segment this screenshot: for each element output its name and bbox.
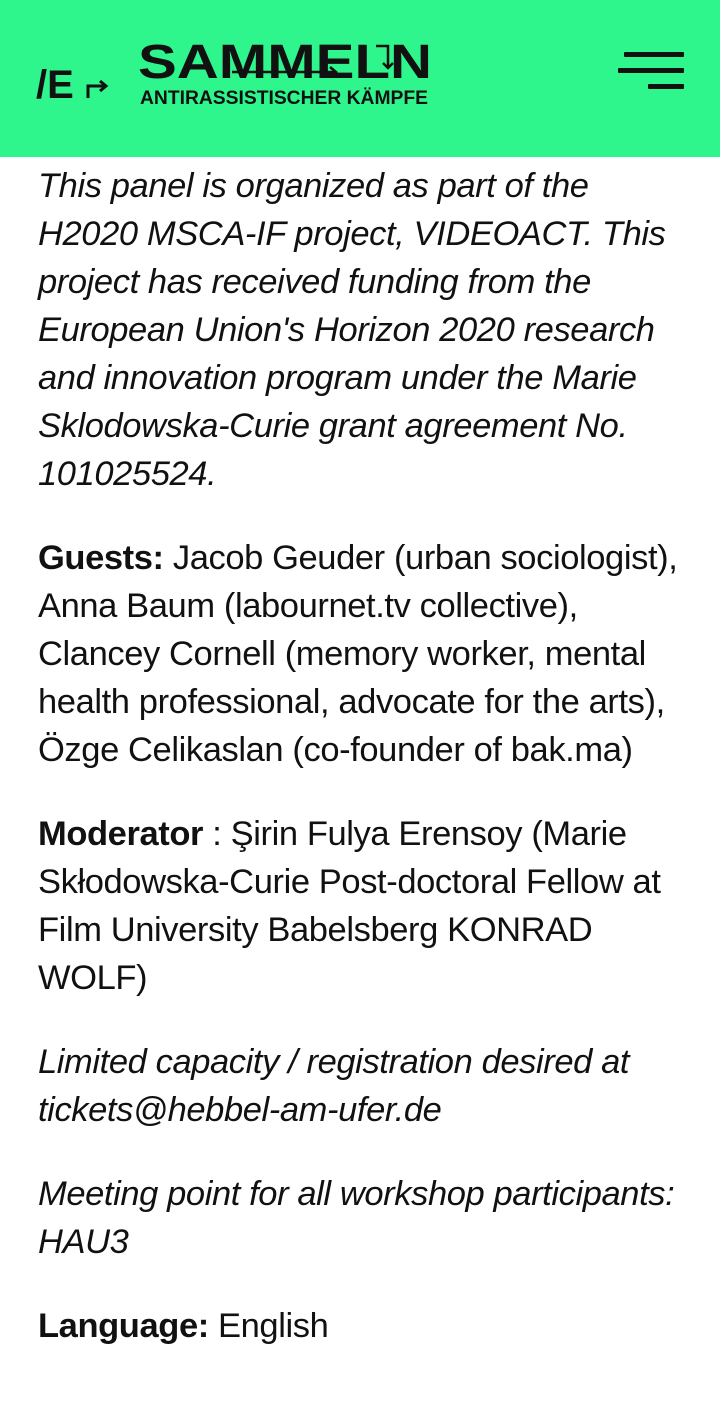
language-text: English xyxy=(208,1307,329,1345)
logo-subtitle: ANTIRASSISTISCHER KÄMPFE xyxy=(140,88,428,108)
site-logo[interactable] xyxy=(36,36,436,108)
logo-arrow-icon xyxy=(88,81,106,98)
site-header xyxy=(0,0,720,157)
hamburger-icon xyxy=(648,84,684,89)
moderator-text: : Şirin Fulya Erensoy (Marie Skłodowska-Curie Post-doctoral Fellow at Film University Babelsberg KONRAD WOLF) xyxy=(38,815,661,997)
menu-button[interactable] xyxy=(616,48,688,90)
logo-wordmark: SAMMELN xyxy=(138,36,432,89)
language-label: Language: xyxy=(38,1307,209,1345)
guests-paragraph xyxy=(38,534,688,774)
moderator-paragraph xyxy=(38,810,688,1002)
moderator-label: Moderator xyxy=(38,815,204,853)
guests-label: Guests: xyxy=(38,539,164,577)
guests-text: Jacob Geuder (urban sociologist), Anna Baum (labournet.tv collective), Clancey Cornell (memory worker, mental health professional, advocate for the arts), Özge Celikaslan (co-founder of bak.ma) xyxy=(38,539,678,769)
language-paragraph xyxy=(38,1302,688,1350)
funding-note: This panel is organized as part of the H2020 MSCA-IF project, VIDEOACT. This project has received funding from the European Union's Horizon 2020 research and innovation program under the Marie Sklodowska-Curie grant agreement No. 101025524. xyxy=(38,167,666,493)
event-details xyxy=(38,162,688,1386)
meeting-note: Meeting point for all workshop participants: HAU3 xyxy=(38,1175,675,1261)
hamburger-icon xyxy=(624,52,684,57)
hamburger-icon xyxy=(618,68,684,73)
capacity-note: Limited capacity / registration desired at tickets@hebbel-am-ufer.de xyxy=(38,1043,630,1129)
logo-prefix: /E xyxy=(36,63,74,107)
